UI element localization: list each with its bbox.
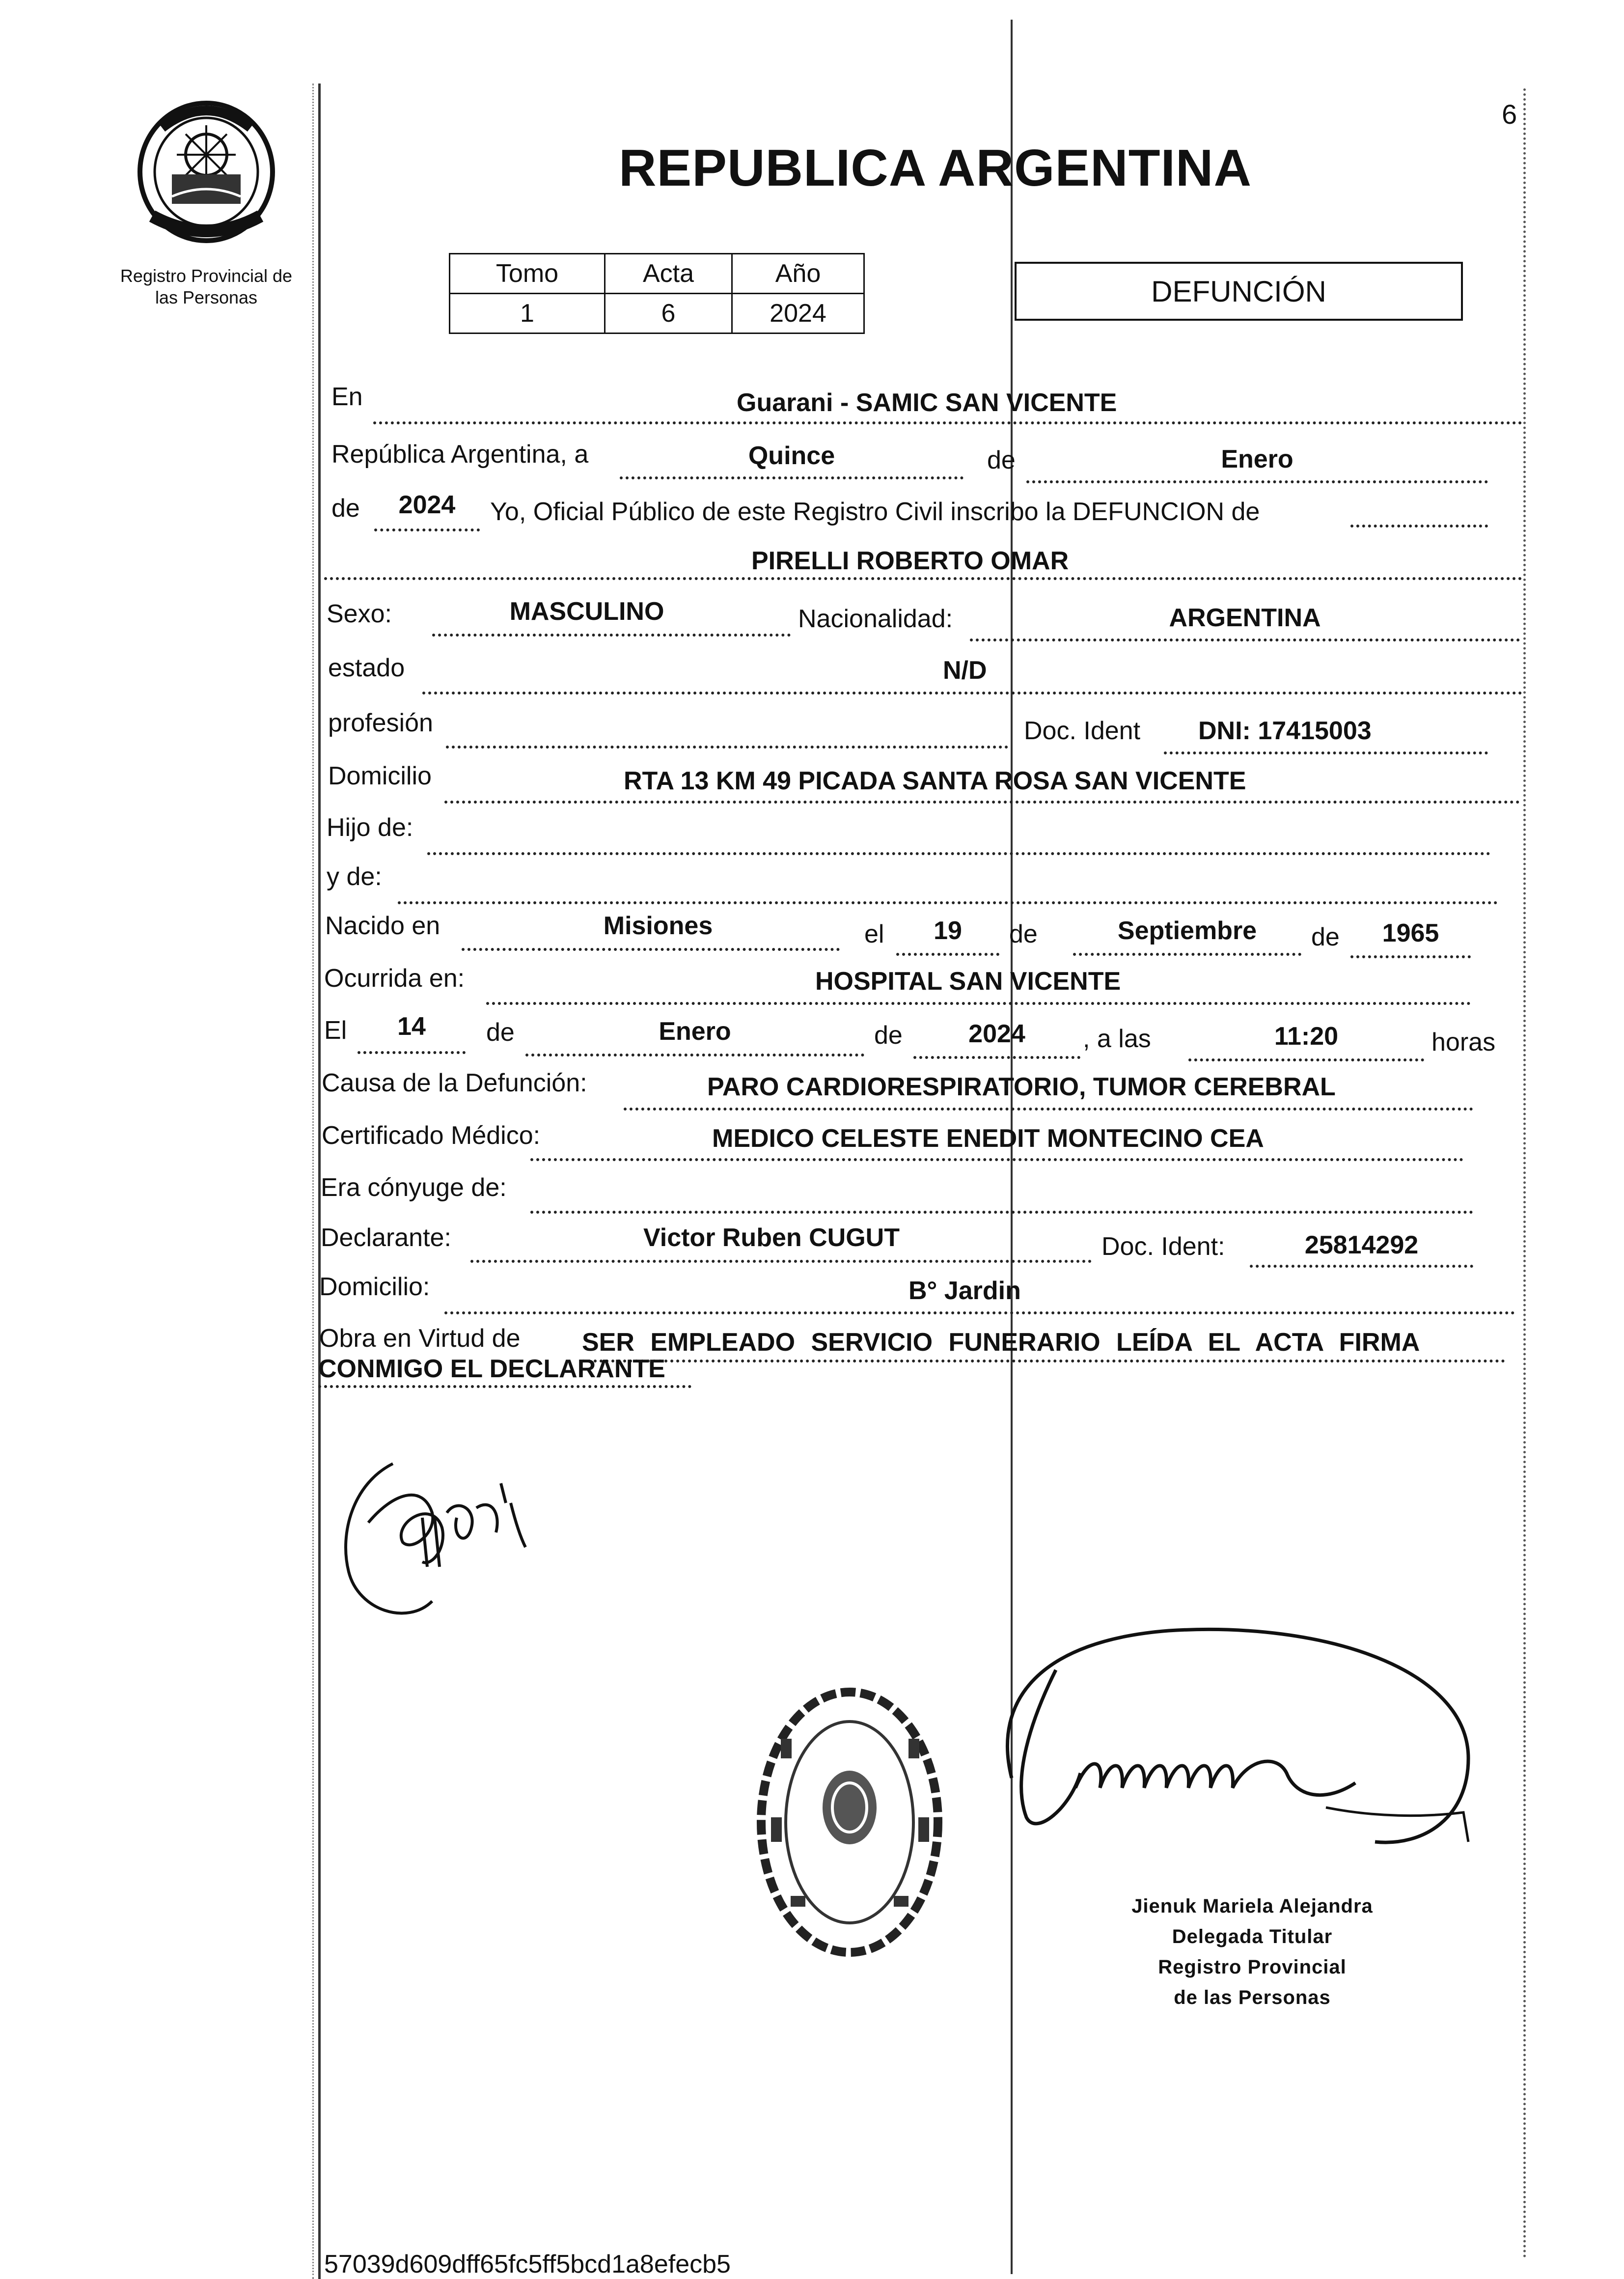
label-obra: Obra en Virtud de (319, 1324, 521, 1353)
field-domicilio: RTA 13 KM 49 PICADA SANTA ROSA SAN VICENTE (624, 767, 1246, 795)
label-de: de (987, 446, 1016, 474)
label-nacido-en: Nacido en (325, 912, 440, 940)
organization-name (103, 265, 309, 308)
field-nacido-lugar: Misiones (603, 912, 713, 940)
registry-value-acta: 6 (605, 294, 732, 334)
label-estado: estado (328, 654, 405, 682)
underline (620, 476, 963, 479)
label-nacido-de: de (1009, 920, 1038, 948)
registry-value-tomo: 1 (450, 294, 605, 334)
label-causa: Causa de la Defunción: (322, 1069, 587, 1097)
label-nacido-de2: de (1311, 923, 1340, 951)
underline (324, 577, 1522, 580)
field-causa: PARO CARDIORESPIRATORIO, TUMOR CEREBRAL (707, 1073, 1336, 1101)
label-doc-ident: Doc. Ident (1024, 717, 1141, 745)
label-year-prefix: de (331, 494, 360, 523)
underline (432, 634, 791, 637)
underline (896, 953, 999, 956)
underline (427, 852, 1490, 855)
record-type: DEFUNCIÓN (1151, 275, 1326, 308)
registry-header-tomo: Tomo (450, 254, 605, 294)
field-obra-line1: SER EMPLEADO SERVICIO FUNERARIO LEÍDA EL ACTA FIRMA (582, 1328, 1420, 1357)
field-obra-line2: CONMIGO EL DECLARANTE (318, 1355, 665, 1383)
underline (582, 1360, 1505, 1362)
officer-role: Delegada Titular (1172, 1926, 1333, 1947)
registry-header-row (450, 254, 864, 294)
underline (530, 1211, 1473, 1214)
field-month: Enero (1221, 445, 1294, 473)
label-en: En (331, 383, 363, 411)
underline (1250, 1265, 1473, 1268)
statement-text: Yo, Oficial Público de este Registro Civil inscribo la DEFUNCION de (490, 498, 1260, 526)
document-hash: 57039d609dff65fc5ff5bcd1a8efecb5 (324, 2250, 731, 2279)
label-decl-domicilio: Domicilio: (319, 1273, 430, 1301)
organization-line-1: Registro Provincial de (120, 266, 293, 286)
label-el2: El (324, 1016, 347, 1045)
label-a-las: , a las (1083, 1025, 1151, 1053)
underline (444, 1311, 1515, 1314)
label-muerte-de: de (486, 1018, 515, 1047)
field-deceased-name: PIRELLI ROBERTO OMAR (751, 547, 1069, 575)
underline (374, 528, 480, 531)
registry-value-anio: 2024 (732, 294, 864, 334)
field-nacionalidad: ARGENTINA (1169, 604, 1321, 632)
label-ocurrida: Ocurrida en: (324, 964, 465, 993)
field-certificado: MEDICO CELESTE ENEDIT MONTECINO CEA (712, 1124, 1264, 1153)
underline (970, 639, 1520, 641)
label-republica: República Argentina, a (331, 440, 589, 469)
registry-value-row (450, 294, 864, 334)
underline (1350, 955, 1471, 958)
label-y-de: y de: (327, 862, 382, 891)
underline (318, 1385, 691, 1388)
label-el: el (864, 920, 884, 948)
field-doc-ident: DNI: 17415003 (1198, 717, 1372, 745)
page-number: 6 (1502, 99, 1517, 130)
field-decl-domicilio: B° Jardin (908, 1277, 1021, 1305)
label-muerte-de2: de (874, 1021, 903, 1050)
scan-edge-dotted (312, 83, 314, 2279)
field-sexo: MASCULINO (509, 597, 664, 626)
field-declarante: Victor Ruben CUGUT (643, 1223, 900, 1252)
underline (398, 901, 1498, 904)
document-title: REPUBLICA ARGENTINA (619, 139, 1252, 197)
label-profesion: profesión (328, 709, 433, 737)
field-muerte-mes: Enero (659, 1017, 731, 1046)
field-ocurrida: HOSPITAL SAN VICENTE (815, 967, 1121, 996)
underline (358, 1051, 466, 1054)
underline (1073, 953, 1301, 956)
label-decl-doc: Doc. Ident: (1101, 1232, 1225, 1261)
record-type-box (1015, 262, 1463, 321)
officer-office-2: de las Personas (1174, 1987, 1331, 2008)
officer-name: Jienuk Mariela Alejandra (1131, 1895, 1373, 1917)
official-stamp (751, 1680, 948, 1965)
field-muerte-anio: 2024 (968, 1020, 1025, 1048)
underline (444, 801, 1520, 804)
field-decl-doc: 25814292 (1304, 1231, 1419, 1259)
registry-table (449, 253, 865, 334)
underline (446, 746, 1008, 749)
field-nacido-anio: 1965 (1382, 919, 1439, 947)
field-hora: 11:20 (1274, 1022, 1339, 1051)
underline (462, 948, 840, 951)
label-sexo: Sexo: (327, 600, 392, 628)
field-day-words: Quince (748, 442, 835, 470)
field-estado: N/D (943, 656, 987, 685)
underline (470, 1260, 1092, 1263)
province-seal-logo (133, 98, 280, 250)
registrar-signature (982, 1611, 1493, 1916)
underline (530, 1158, 1463, 1161)
label-nacionalidad: Nacionalidad: (798, 605, 953, 633)
field-nacido-dia: 19 (934, 917, 962, 945)
right-margin-line (1523, 88, 1526, 2259)
label-conyuge: Era cónyuge de: (321, 1173, 507, 1202)
underline (913, 1056, 1080, 1059)
declarant-signature (334, 1454, 550, 1631)
organization-line-2: las Personas (155, 287, 258, 307)
field-year: 2024 (398, 491, 456, 519)
underline (486, 1002, 1471, 1005)
underline (624, 1108, 1473, 1111)
registry-header-acta: Acta (605, 254, 732, 294)
label-hijo-de: Hijo de: (327, 813, 413, 842)
field-nacido-mes: Septiembre (1117, 917, 1257, 945)
officer-office-1: Registro Provincial (1158, 1956, 1347, 1978)
label-domicilio: Domicilio (328, 762, 432, 790)
label-horas: horas (1431, 1028, 1496, 1056)
field-place: Guarani - SAMIC SAN VICENTE (737, 389, 1117, 417)
underline (1188, 1058, 1424, 1061)
registry-header-anio: Año (732, 254, 864, 294)
underline (373, 421, 1522, 424)
label-certificado: Certificado Médico: (322, 1121, 541, 1150)
underline (422, 692, 1522, 695)
field-muerte-dia: 14 (397, 1012, 426, 1041)
underline (1026, 480, 1488, 483)
label-declarante: Declarante: (321, 1223, 451, 1252)
underline (525, 1054, 864, 1056)
underline (1164, 751, 1488, 754)
underline (1350, 525, 1488, 528)
officer-block (1080, 1891, 1424, 2013)
